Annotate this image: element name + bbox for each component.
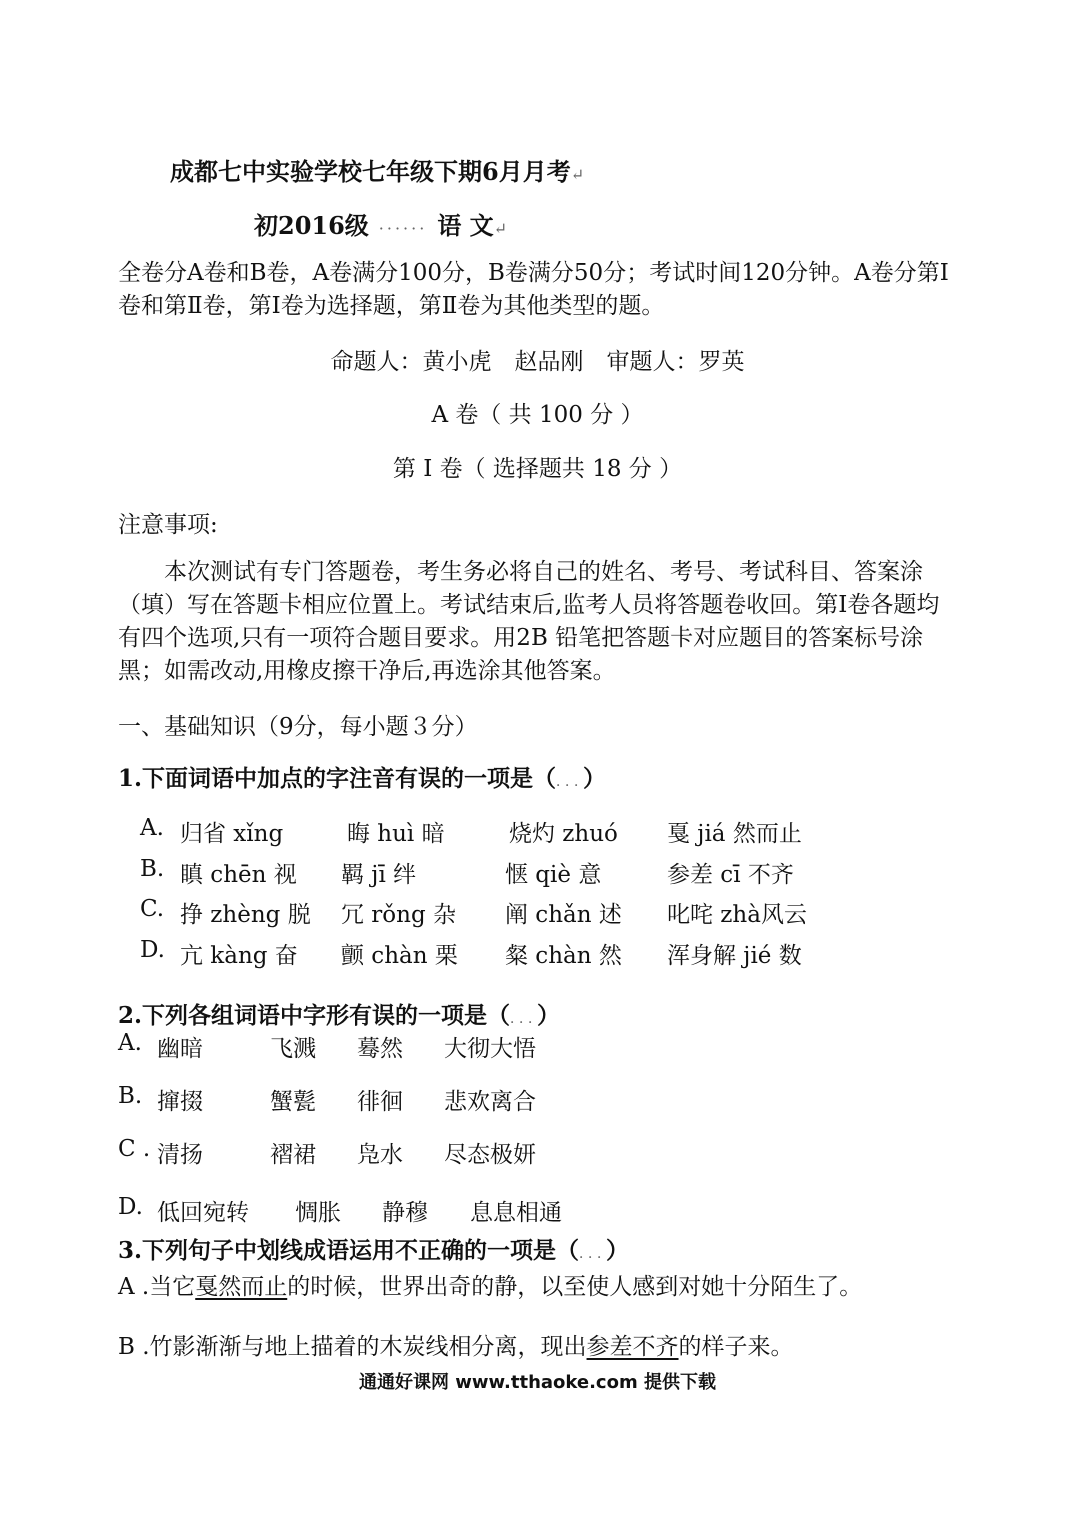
option-d-label: D. bbox=[118, 1194, 143, 1220]
option-a-word-3: 蓦然 bbox=[357, 1036, 403, 1062]
question-3-option-b bbox=[118, 1328, 794, 1361]
close-paren: ） bbox=[583, 765, 607, 792]
option-d-label: D. bbox=[140, 937, 165, 963]
authors-line: 命题人：黄小虎 赵品刚 审题人：罗英 bbox=[330, 349, 745, 375]
return-mark: ↵ bbox=[570, 165, 585, 184]
option-b-item-3: 惬 qiè 意 bbox=[505, 862, 602, 888]
option-b-item-2: 羁 jī 绊 bbox=[341, 862, 417, 888]
option-a-item-2: 晦 huì 暗 bbox=[347, 821, 445, 847]
exam-title bbox=[170, 152, 584, 187]
option-a-word-1: 幽暗 bbox=[157, 1036, 203, 1062]
option-c-word-1: 清扬 bbox=[157, 1142, 203, 1168]
question-1-text: 1.下面词语中加点的字注音有误的一项是（ bbox=[118, 765, 557, 792]
option-b-word-3: 徘徊 bbox=[357, 1089, 403, 1115]
exam-subtitle bbox=[254, 206, 507, 241]
option-a-text-after: 的时候，世界出奇的静，以至使人感到对她十分陌生了。 bbox=[287, 1274, 863, 1300]
option-d-item-1: 亢 kàng 奋 bbox=[180, 943, 298, 969]
option-b-label: B. bbox=[140, 856, 165, 882]
close-paren: ） bbox=[537, 1002, 561, 1029]
grade-label: 初2016级 bbox=[254, 211, 369, 240]
option-c-label: C . bbox=[118, 1136, 151, 1162]
option-b-label: B . bbox=[118, 1334, 150, 1360]
option-d-item-4: 浑身解 jié 数 bbox=[667, 943, 802, 969]
exam-title-text: 成都七中实验学校七年级下期6月月考 bbox=[170, 157, 571, 186]
underlined-idiom: 戛然而止 bbox=[195, 1274, 288, 1300]
option-d-item-2: 颤 chàn 栗 bbox=[341, 943, 458, 969]
option-d-word-2: 惆胀 bbox=[295, 1200, 341, 1226]
option-a-label: A. bbox=[118, 1030, 142, 1056]
option-c-word-4: 尽态极妍 bbox=[444, 1142, 536, 1168]
option-d-item-3: 粲 chàn 然 bbox=[505, 943, 622, 969]
notice-title: 注意事项: bbox=[118, 512, 218, 538]
answer-blank: ．．． bbox=[579, 1246, 607, 1262]
intro-paragraph: 全卷分A卷和B卷，A卷满分100分，B卷满分50分；考试时间120分钟。A卷分第Ⅰ卷和第Ⅱ卷，第Ⅰ卷为选择题，第Ⅱ卷为其他类型的题。 bbox=[118, 260, 949, 319]
question-2-stem bbox=[118, 997, 560, 1030]
option-b-word-1: 撺掇 bbox=[157, 1089, 203, 1115]
option-b-word-2: 蟹甏 bbox=[270, 1089, 316, 1115]
close-paren: ） bbox=[606, 1237, 630, 1264]
answer-blank: ．．． bbox=[556, 774, 584, 790]
return-mark: ↵ bbox=[493, 219, 508, 238]
option-a-item-1: 归省 xǐng bbox=[180, 821, 284, 847]
option-d-word-3: 静穆 bbox=[382, 1200, 428, 1226]
underlined-idiom: 参差不齐 bbox=[586, 1334, 679, 1360]
question-3-text: 3.下列句子中划线成语运用不正确的一项是（ bbox=[118, 1237, 580, 1264]
notice-body: 本次测试有专门答题卷，考生务必将自己的姓名、考号、考试科目、答案涂（填）写在答题卡相应位置上。考试结束后,监考人员将答题卷收回。第Ⅰ卷各题均有四个选项,只有一项符合题目要求。用2B 铅笔把答题卡对应题目的答案标号涂黑；如需改动,用橡皮擦干净后,再选涂其他答案。 bbox=[118, 559, 940, 684]
option-c-word-2: 褶裙 bbox=[270, 1142, 316, 1168]
question-1-stem bbox=[118, 760, 606, 793]
option-d-word-4: 息息相通 bbox=[470, 1200, 562, 1226]
option-b-item-4: 参差 cī 不齐 bbox=[667, 862, 794, 888]
option-a-label: A . bbox=[118, 1274, 150, 1300]
option-a-word-4: 大彻大悟 bbox=[444, 1036, 536, 1062]
option-b-label: B. bbox=[118, 1083, 143, 1109]
option-b-text-before: 竹影渐渐与地上描着的木炭线相分离，现出 bbox=[149, 1334, 587, 1360]
question-3-option-a bbox=[118, 1268, 862, 1301]
paper-a-heading: A 卷（ 共 100 分 ） bbox=[431, 402, 644, 428]
option-b-text-after: 的样子来。 bbox=[678, 1334, 794, 1360]
option-c-label: C. bbox=[140, 896, 165, 922]
option-a-label: A. bbox=[140, 815, 164, 841]
option-a-text-before: 当它 bbox=[149, 1274, 196, 1300]
option-c-item-1: 挣 zhèng 脱 bbox=[180, 902, 311, 928]
option-a-word-2: 飞溅 bbox=[270, 1036, 316, 1062]
dot-leader: ······ bbox=[378, 219, 428, 238]
option-d-word-1: 低回宛转 bbox=[157, 1200, 249, 1226]
option-b-item-1: 瞋 chēn 视 bbox=[180, 862, 297, 888]
section-heading: 一、基础知识（9分，每小题３分） bbox=[118, 714, 478, 740]
option-a-item-3: 烧灼 zhuó bbox=[509, 821, 618, 847]
answer-blank: ．．． bbox=[510, 1011, 538, 1027]
option-c-word-3: 凫水 bbox=[357, 1142, 403, 1168]
option-c-item-2: 冗 rǒng 杂 bbox=[341, 902, 456, 928]
option-a-item-4: 戛 jiá 然而止 bbox=[667, 821, 802, 847]
option-c-item-4: 叱咤 zhà风云 bbox=[667, 902, 807, 928]
subject-label: 语 文 bbox=[437, 211, 494, 240]
footer-watermark: 通通好课网 www.tthaoke.com 提供下载 bbox=[359, 1372, 716, 1393]
question-2-text: 2.下列各组词语中字形有误的一项是（ bbox=[118, 1002, 511, 1029]
question-3-stem bbox=[118, 1232, 629, 1265]
part-one-heading: 第 Ⅰ 卷（ 选择题共 18 分 ） bbox=[392, 456, 683, 482]
option-b-word-4: 悲欢离合 bbox=[444, 1089, 536, 1115]
option-c-item-3: 阐 chǎn 述 bbox=[505, 902, 622, 928]
